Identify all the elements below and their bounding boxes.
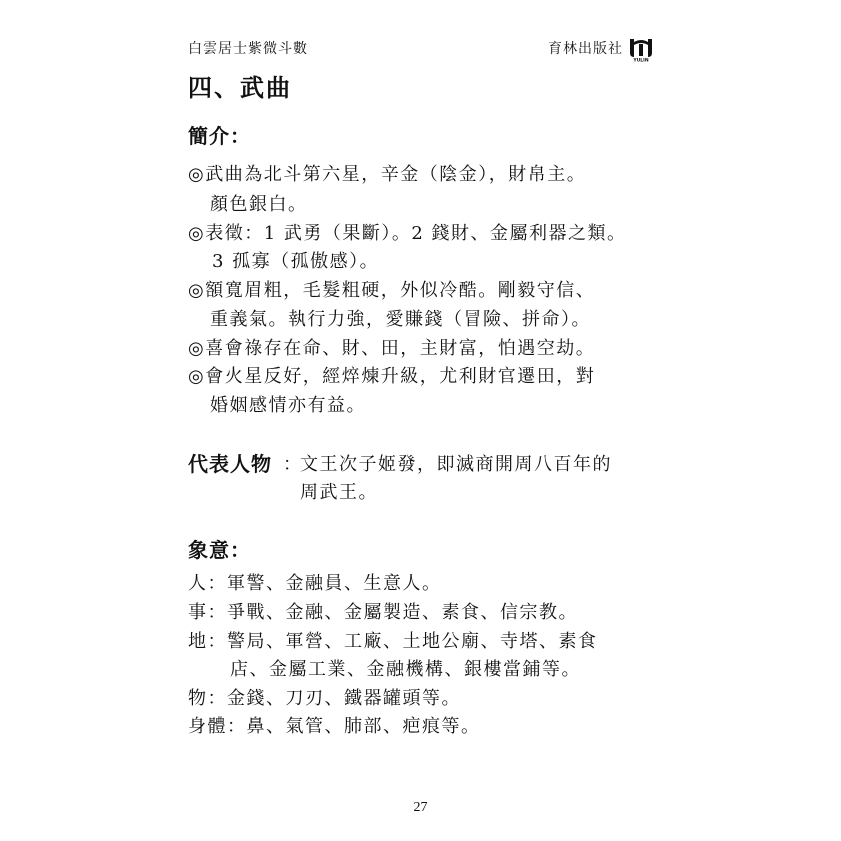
- header-publisher: 育林出版社: [548, 41, 623, 57]
- representative-separator: ：: [283, 454, 303, 475]
- symbolism-heading: 象意：: [188, 538, 251, 562]
- intro-line: 顏色銀白。: [210, 194, 308, 215]
- intro-line: ◎武曲為北斗第六星，辛金（陰金），財帛主。: [188, 164, 587, 185]
- intro-line: ◎會火星反好，經焠煉升級，尤利財官遷田，對: [188, 366, 596, 387]
- intro-heading: 簡介：: [188, 124, 251, 148]
- publisher-logo-icon: [628, 36, 654, 62]
- symbolism-line: 人：軍警、金融員、生意人。: [188, 573, 442, 594]
- intro-line: ◎額寬眉粗，毛髮粗硬，外似冷酷。剛毅守信、: [188, 280, 596, 301]
- intro-line: 3 孤寡（孤傲感）。: [212, 251, 380, 272]
- symbolism-line: 身體：鼻、氣管、肺部、疤痕等。: [188, 716, 481, 737]
- symbolism-line: 店、金屬工業、金融機構、銀樓當鋪等。: [230, 659, 581, 680]
- header-book-title: 白雲居士紫微斗數: [188, 41, 308, 57]
- intro-line: 婚姻感情亦有益。: [210, 395, 366, 416]
- symbolism-line: 物：金錢、刀刃、鐵器罐頭等。: [188, 688, 461, 709]
- representative-line: 文王次子姬發，即滅商開周八百年的: [300, 454, 612, 475]
- symbolism-line: 地：警局、軍營、工廠、土地公廟、寺塔、素食: [188, 631, 598, 652]
- representative-label: 代表人物: [188, 452, 272, 476]
- representative-line: 周武王。: [300, 482, 378, 503]
- intro-line: ◎表徵：1 武勇（果斷）。2 錢財、金屬利器之類。: [188, 223, 627, 244]
- intro-line: ◎喜會祿存在命、財、田，主財富，怕遇空劫。: [188, 338, 596, 359]
- intro-line: 重義氣。執行力強，愛賺錢（冒險、拼命）。: [210, 309, 591, 330]
- chapter-title: 四、武曲: [188, 74, 292, 102]
- page-number: 27: [413, 800, 428, 815]
- symbolism-line: 事：爭戰、金融、金屬製造、素食、信宗教。: [188, 602, 578, 623]
- svg-text:YULIN: YULIN: [633, 58, 649, 62]
